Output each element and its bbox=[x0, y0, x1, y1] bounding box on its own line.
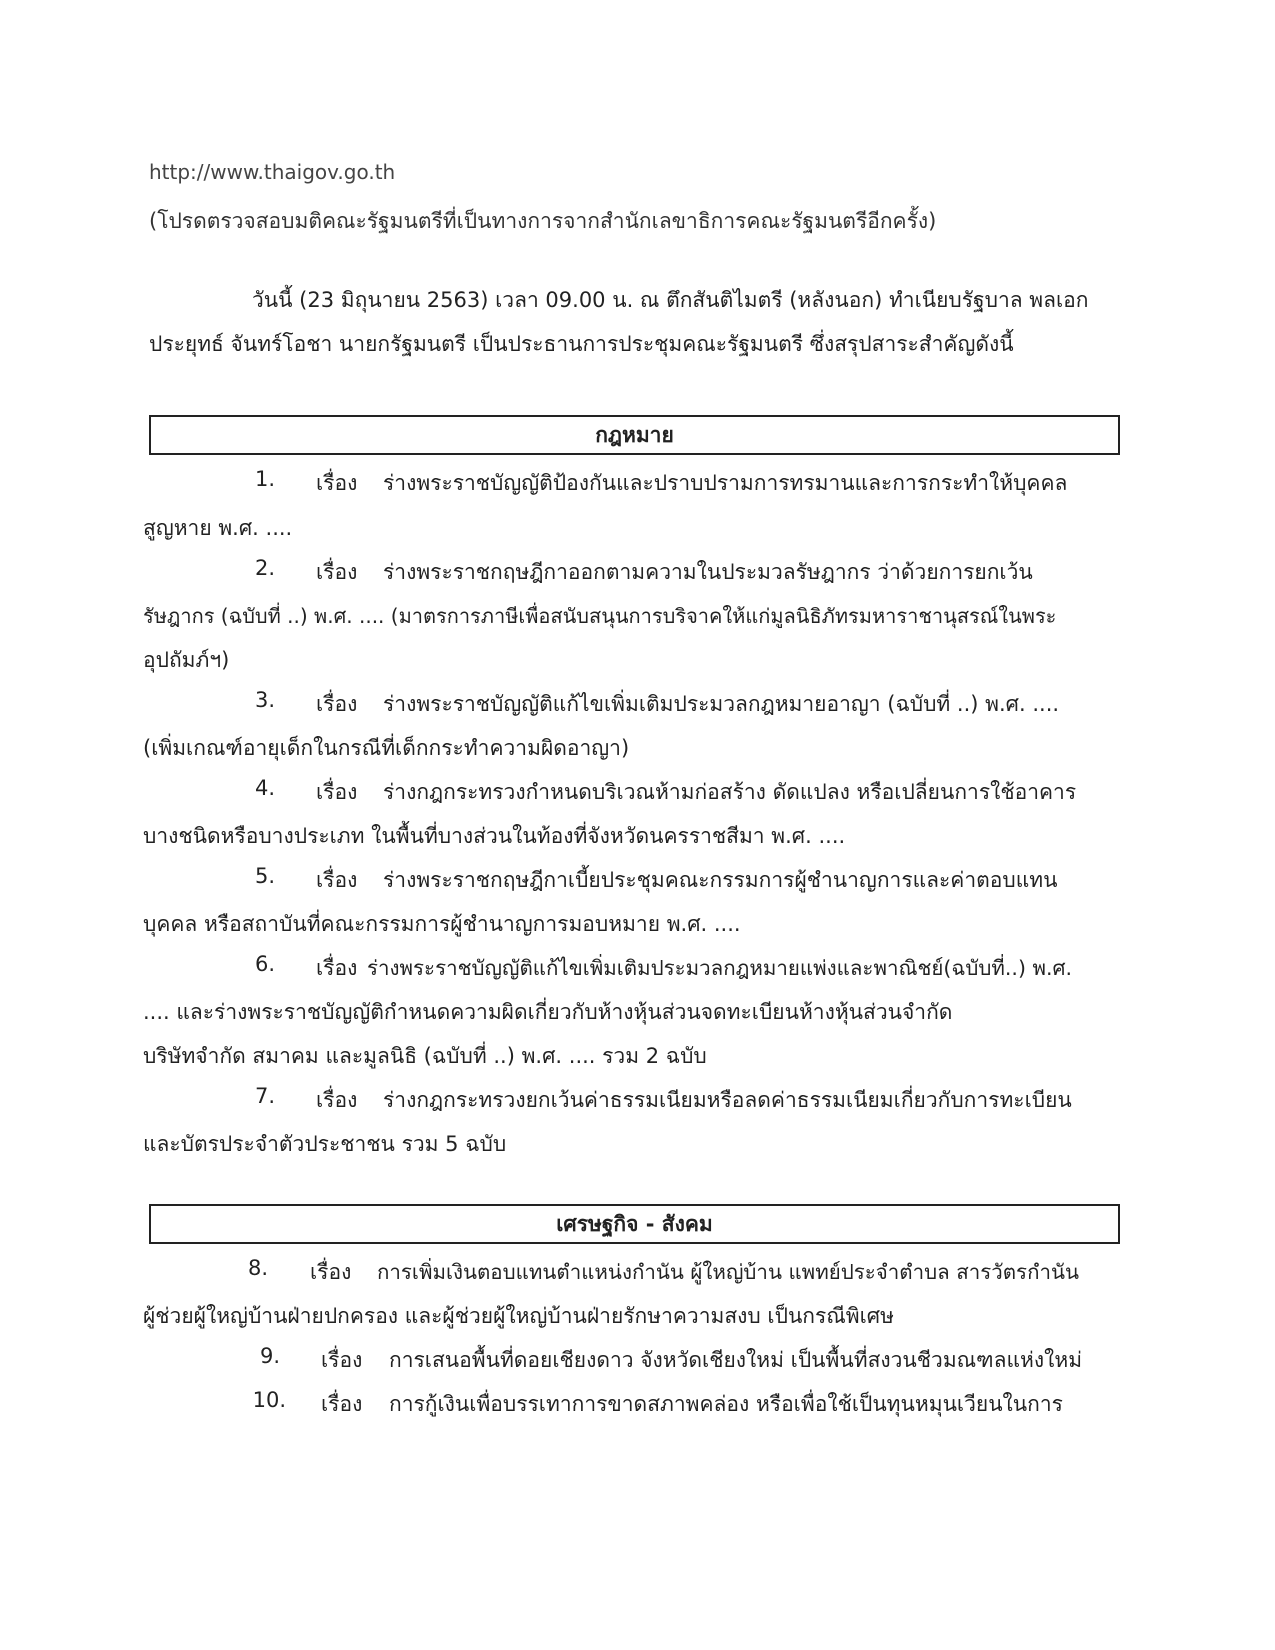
item-title: ร่างพระราชบัญญัติแก้ไขเพิ่มเติมประมวลกฎหมายอาญา (ฉบับที่ ..) พ.ศ. .... bbox=[383, 692, 1060, 716]
section-title: กฎหมาย bbox=[595, 422, 674, 447]
item-number: 8. bbox=[247, 1256, 268, 1280]
item-continuation: สูญหาย พ.ศ. .... bbox=[143, 516, 293, 540]
item-title: การเพิ่มเงินตอบแทนตำแหน่งกำนัน ผู้ใหญ่บ้าน แพทย์ประจำตำบล สารวัตรกำนัน bbox=[377, 1260, 1080, 1284]
item-keyword: เรื่อง bbox=[316, 780, 358, 804]
item-number: 1. bbox=[254, 467, 275, 491]
item-continuation: .... และร่างพระราชบัญญัติกำหนดความผิดเกี่ยวกับห้างหุ้นส่วนจดทะเบียนห้างหุ้นส่วนจำกัด bbox=[143, 1000, 953, 1024]
item-number: 6. bbox=[254, 952, 275, 976]
intro-line-1: วันนี้ (23 มิถุนายน 2563) เวลา 09.00 น. ณ ตึกสันติไมตรี (หลังนอก) ทำเนียบรัฐบาล พลเอก bbox=[252, 288, 1089, 312]
section-header-economy-society bbox=[149, 1204, 1120, 1244]
section-header-law bbox=[149, 415, 1120, 455]
item-number: 3. bbox=[254, 688, 275, 712]
item-keyword: เรื่อง bbox=[316, 956, 358, 980]
item-number: 2. bbox=[254, 556, 275, 580]
verification-note: (โปรดตรวจสอบมติคณะรัฐมนตรีที่เป็นทางการจากสำนักเลขาธิการคณะรัฐมนตรีอีกครั้ง) bbox=[149, 209, 937, 233]
item-number: 5. bbox=[254, 864, 275, 888]
item-continuation: รัษฎากร (ฉบับที่ ..) พ.ศ. .... (มาตรการภาษีเพื่อสนับสนุนการบริจาคให้แก่มูลนิธิภัทรมหาราชานุสรณ์ในพระ bbox=[143, 604, 1057, 628]
item-continuation: บริษัทจำกัด สมาคม และมูลนิธิ (ฉบับที่ ..) พ.ศ. .... รวม 2 ฉบับ bbox=[143, 1044, 707, 1068]
source-url[interactable]: http://www.thaigov.go.th bbox=[149, 160, 396, 184]
item-title: การกู้เงินเพื่อบรรเทาการขาดสภาพคล่อง หรือเพื่อใช้เป็นทุนหมุนเวียนในการ bbox=[389, 1392, 1063, 1416]
item-number: 7. bbox=[254, 1084, 275, 1108]
intro-line-2: ประยุทธ์ จันทร์โอชา นายกรัฐมนตรี เป็นประธานการประชุมคณะรัฐมนตรี ซึ่งสรุปสาระสำคัญดังนี้ bbox=[149, 332, 1014, 356]
item-continuation: ผู้ช่วยผู้ใหญ่บ้านฝ่ายปกครอง และผู้ช่วยผู้ใหญ่บ้านฝ่ายรักษาความสงบ เป็นกรณีพิเศษ bbox=[143, 1304, 894, 1328]
item-keyword: เรื่อง bbox=[316, 1088, 358, 1112]
item-continuation: บางชนิดหรือบางประเภท ในพื้นที่บางส่วนในท้องที่จังหวัดนครราชสีมา พ.ศ. .... bbox=[143, 824, 846, 848]
item-number: 4. bbox=[254, 776, 275, 800]
item-number: 10. bbox=[252, 1388, 286, 1412]
item-continuation: (เพิ่มเกณฑ์อายุเด็กในกรณีที่เด็กกระทำความผิดอาญา) bbox=[143, 736, 630, 760]
item-keyword: เรื่อง bbox=[310, 1260, 352, 1284]
item-keyword: เรื่อง bbox=[321, 1392, 363, 1416]
item-keyword: เรื่อง bbox=[321, 1348, 363, 1372]
item-title: การเสนอพื้นที่ดอยเชียงดาว จังหวัดเชียงใหม่ เป็นพื้นที่สงวนชีวมณฑลแห่งใหม่ bbox=[389, 1348, 1083, 1372]
item-keyword: เรื่อง bbox=[316, 471, 358, 495]
item-keyword: เรื่อง bbox=[316, 560, 358, 584]
item-title: ร่างพระราชกฤษฎีกาออกตามความในประมวลรัษฎากร ว่าด้วยการยกเว้น bbox=[383, 560, 1033, 584]
item-continuation: อุปถัมภ์ฯ) bbox=[143, 648, 230, 672]
item-title: ร่างพระราชกฤษฎีกาเบี้ยประชุมคณะกรรมการผู้ชำนาญการและค่าตอบแทน bbox=[383, 868, 1058, 892]
section-title: เศรษฐกิจ - สังคม bbox=[556, 1211, 713, 1236]
item-title: ร่างพระราชบัญญัติแก้ไขเพิ่มเติมประมวลกฎหมายแพ่งและพาณิชย์(ฉบับที่..) พ.ศ. bbox=[367, 956, 1073, 980]
item-number: 9. bbox=[259, 1344, 280, 1368]
item-keyword: เรื่อง bbox=[316, 692, 358, 716]
item-title: ร่างพระราชบัญญัติป้องกันและปราบปรามการทรมานและการกระทำให้บุคคล bbox=[383, 471, 1068, 495]
item-title: ร่างกฎกระทรวงกำหนดบริเวณห้ามก่อสร้าง ดัดแปลง หรือเปลี่ยนการใช้อาคาร bbox=[383, 780, 1077, 804]
item-continuation: บุคคล หรือสถาบันที่คณะกรรมการผู้ชำนาญการมอบหมาย พ.ศ. .... bbox=[143, 912, 741, 936]
item-continuation: และบัตรประจำตัวประชาชน รวม 5 ฉบับ bbox=[143, 1132, 507, 1156]
item-title: ร่างกฎกระทรวงยกเว้นค่าธรรมเนียมหรือลดค่าธรรมเนียมเกี่ยวกับการทะเบียน bbox=[383, 1088, 1072, 1112]
item-keyword: เรื่อง bbox=[316, 868, 358, 892]
